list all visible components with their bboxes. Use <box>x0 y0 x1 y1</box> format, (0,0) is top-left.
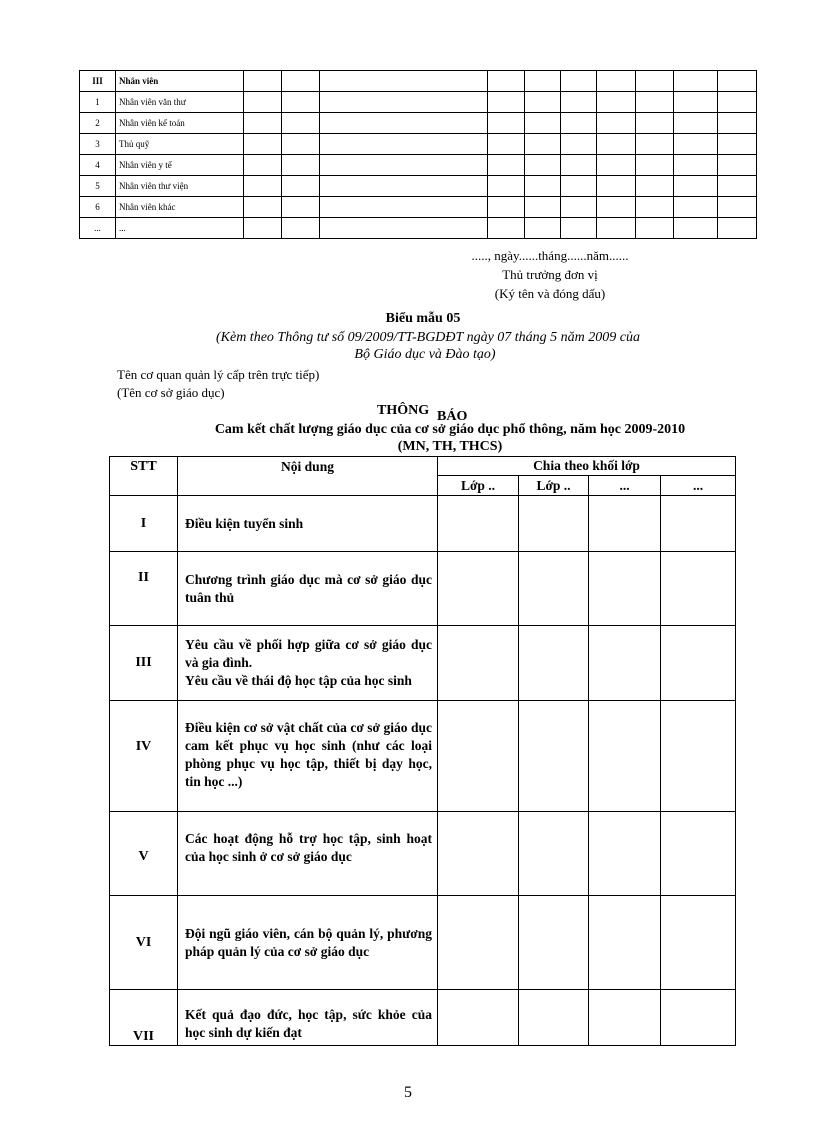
row-content <box>178 496 438 552</box>
staff-row-label: Nhân viên kế toán <box>116 113 244 134</box>
agency-line1: Tên cơ quan quản lý cấp trên trực tiếp) <box>117 367 320 382</box>
signature-note: (Ký tên và đóng dấu) <box>494 286 606 301</box>
staff-row-num: 1 <box>80 92 116 113</box>
staff-header-num: III <box>80 71 116 92</box>
form-subtitle-line1: (Kèm theo Thông tư số 09/2009/TT-BGDĐT ngày 07 tháng 5 năm 2009 của <box>215 330 640 345</box>
table-row <box>80 155 757 176</box>
table-row <box>80 92 757 113</box>
row-content-text: Kết quả đạo đức, học tập, sức khỏe của học sinh dự kiến đạt <box>185 1007 432 1040</box>
table-row <box>80 176 757 197</box>
row-content <box>178 626 438 701</box>
table-row <box>110 552 736 626</box>
notice-line3: (MN, TH, THCS) <box>397 439 503 454</box>
notice-word2: BÁO <box>437 409 468 424</box>
form-subtitle-line2: Bộ Giáo dục và Đào tạo) <box>354 347 496 362</box>
subheader-grade-4: ... <box>661 476 736 496</box>
row-content <box>178 701 438 812</box>
row-stt: IV <box>110 701 178 812</box>
row-content <box>178 552 438 626</box>
header-content: Nội dung <box>178 457 438 496</box>
staff-header-label: Nhân viên <box>116 71 244 92</box>
table-row <box>80 218 757 239</box>
table-row <box>110 812 736 896</box>
row-content-text: Chương trình giáo dục mà cơ sở giáo dục tuân thủ <box>185 571 432 605</box>
commitment-table <box>109 456 736 1046</box>
staff-row-num: 4 <box>80 155 116 176</box>
row-content <box>178 896 438 990</box>
row-content-text: Yêu cầu về thái độ học tập của học sinh <box>185 673 412 688</box>
table-row <box>80 134 757 155</box>
table-row <box>110 896 736 990</box>
agency-line2: (Tên cơ sở giáo dục) <box>117 385 225 400</box>
staff-row-num: 3 <box>80 134 116 155</box>
row-stt: III <box>110 626 178 701</box>
subheader-grade-1: Lớp .. <box>438 476 519 496</box>
table-row <box>80 113 757 134</box>
staff-row-num: 5 <box>80 176 116 197</box>
row-content-text: Đội ngũ giáo viên, cán bộ quản lý, phương pháp quản lý của cơ sở giáo dục <box>185 925 432 959</box>
table-row <box>110 626 736 701</box>
staff-row-label: Nhân viên văn thư <box>116 92 244 113</box>
staff-row-label: Nhân viên khác <box>116 197 244 218</box>
table-row <box>110 496 736 552</box>
staff-row-label: Nhân viên y tế <box>116 155 244 176</box>
row-stt: II <box>110 552 178 626</box>
staff-row-num: ... <box>80 218 116 239</box>
table-row <box>110 701 736 812</box>
header-stt: STT <box>110 457 178 496</box>
row-content <box>178 990 438 1046</box>
page-number: 5 <box>404 1084 412 1101</box>
row-content-text: Điều kiện tuyển sinh <box>185 515 304 531</box>
staff-row-label: ... <box>116 218 244 239</box>
row-stt: I <box>110 496 178 552</box>
subheader-grade-3: ... <box>589 476 661 496</box>
row-content-text: Điều kiện cơ sở vật chất của cơ sở giáo dục cam kết phục vụ học sinh (như các loại phòng phục vụ học tập, thiết bị dạy học, tin học ...) <box>185 720 432 789</box>
row-stt: VII <box>110 990 178 1046</box>
form-title: Biểu mẫu 05 <box>385 311 461 326</box>
signature-date-line: ....., ngày......tháng......năm...... <box>471 248 629 263</box>
subheader-grade-2: Lớp .. <box>519 476 589 496</box>
row-stt: V <box>110 812 178 896</box>
row-content-text: Các hoạt động hỗ trợ học tập, sinh hoạt của học sinh ở cơ sở giáo dục <box>185 831 432 864</box>
row-stt: VI <box>110 896 178 990</box>
table-row <box>110 990 736 1046</box>
row-content <box>178 812 438 896</box>
staff-row-num: 6 <box>80 197 116 218</box>
staff-table <box>79 70 757 239</box>
row-content-text: Yêu cầu về phối hợp giữa cơ sở giáo dục và gia đình. <box>185 637 432 670</box>
notice-word1: THÔNG <box>377 403 430 418</box>
signature-title: Thủ trưởng đơn vị <box>502 267 598 282</box>
table-header-row <box>110 457 736 476</box>
notice-line2: Cam kết chất lượng giáo dục của cơ sở giáo dục phổ thông, năm học 2009-2010 <box>214 422 686 437</box>
staff-row-num: 2 <box>80 113 116 134</box>
staff-row-label: Thủ quỹ <box>116 134 244 155</box>
staff-row-label: Nhân viên thư viện <box>116 176 244 197</box>
staff-table-header-row <box>80 71 757 92</box>
table-row <box>80 197 757 218</box>
header-group: Chia theo khối lớp <box>438 457 736 476</box>
